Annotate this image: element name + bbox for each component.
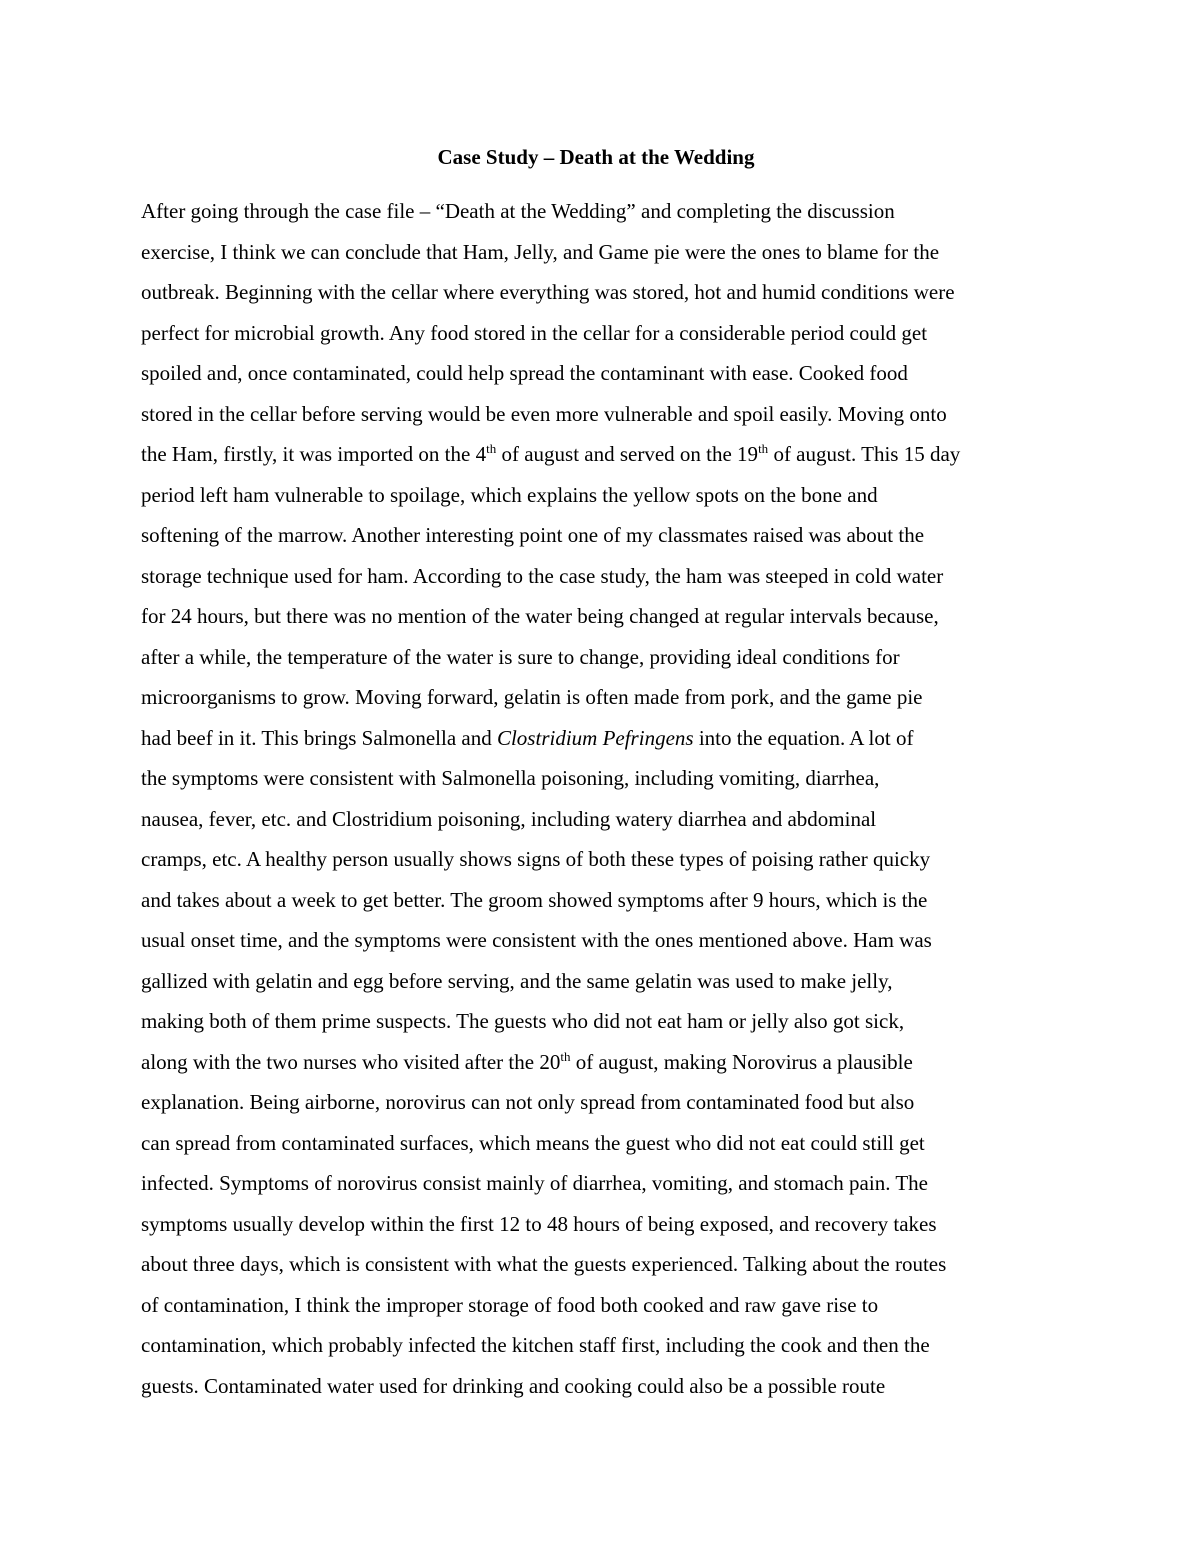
body-text: exercise, I think we can conclude that Ham, Jelly, and Game pie were the ones to blame for the [141, 239, 940, 264]
body-line [141, 844, 1071, 885]
body-text: along with the two nurses who visited after the 20 [141, 1049, 561, 1074]
body-line [141, 642, 1071, 683]
body-line [141, 277, 1071, 318]
body-line [141, 1290, 1071, 1331]
body-line [141, 399, 1071, 440]
body-text: outbreak. Beginning with the cellar where everything was stored, hot and humid conditions were [141, 280, 955, 304]
body-text: of august and served on the 19 [496, 442, 759, 466]
body-line [141, 682, 1071, 723]
body-line [141, 966, 1071, 1007]
body-text: explanation. Being airborne, norovirus can not only spread from contaminated food but also [141, 1090, 915, 1114]
body-text: period left ham vulnerable to spoilage, which explains the yellow spots on the bone and [141, 482, 878, 507]
body-text: contamination, which probably infected the kitchen staff first, including the cook and then the [141, 1333, 930, 1357]
body-text: nausea, fever, etc. and Clostridium poisoning, including watery diarrhea and abdominal [141, 806, 877, 831]
body-text: the symptoms were consistent with Salmonella poisoning, including vomiting, diarrhea, [141, 766, 880, 790]
body-text: the Ham, firstly, it was imported on the 4 [141, 442, 487, 466]
body-text: microorganisms to grow. Moving forward, gelatin is often made from pork, and the game pie [141, 685, 923, 709]
body-text: infected. Symptoms of norovirus consist mainly of diarrhea, vomiting, and stomach pain. The [141, 1171, 928, 1195]
body-line [141, 1168, 1071, 1209]
body-line [141, 237, 1071, 278]
body-line [141, 1371, 1071, 1412]
body-text: softening of the marrow. Another interesting point one of my classmates raised was about the [141, 523, 925, 547]
body-text: storage technique used for ham. According to the case study, the ham was steeped in cold water [141, 563, 944, 588]
document-body [141, 196, 1071, 1411]
body-text: of august, making Norovirus a plausible [570, 1049, 913, 1074]
body-text: making both of them prime suspects. The guests who did not eat ham or jelly also got sick, [141, 1009, 905, 1033]
body-line [141, 804, 1071, 845]
body-text: for 24 hours, but there was no mention of the water being changed at regular intervals because, [141, 604, 939, 628]
document-title: Case Study – Death at the Wedding [437, 145, 755, 169]
body-text: cramps, etc. A healthy person usually shows signs of both these types of poising rather quicky [141, 847, 931, 871]
body-line [141, 561, 1071, 602]
body-text: usual onset time, and the symptoms were consistent with the ones mentioned above. Ham was [141, 928, 932, 952]
body-text: gallized with gelatin and egg before serving, and the same gelatin was used to make jelly, [141, 968, 893, 993]
body-text: about three days, which is consistent with what the guests experienced. Talking about the routes [141, 1252, 947, 1276]
body-text: after a while, the temperature of the water is sure to change, providing ideal conditions for [141, 644, 900, 669]
body-line [141, 885, 1071, 926]
body-line [141, 1249, 1071, 1290]
body-text: of contamination, I think the improper storage of food both cooked and raw gave rise to [141, 1292, 879, 1317]
body-line [141, 1047, 1071, 1088]
body-text: and takes about a week to get better. The groom showed symptoms after 9 hours, which is the [141, 887, 928, 912]
body-text: had beef in it. This brings Salmonella and [141, 725, 497, 750]
body-line [141, 1006, 1071, 1047]
body-line [141, 1330, 1071, 1371]
body-line [141, 1087, 1071, 1128]
body-text: into the equation. A lot of [693, 725, 914, 750]
body-text: After going through the case file – “Death at the Wedding” and completing the discussion [141, 199, 895, 223]
body-text: perfect for microbial growth. Any food stored in the cellar for a considerable period could get [141, 320, 928, 345]
body-text: symptoms usually develop within the first 12 to 48 hours of being exposed, and recovery takes [141, 1211, 937, 1236]
ordinal-superscript: th [758, 441, 769, 456]
body-line [141, 763, 1071, 804]
body-line [141, 358, 1071, 399]
body-line [141, 318, 1071, 359]
body-line [141, 480, 1071, 521]
body-line [141, 1128, 1071, 1169]
ordinal-superscript: th [560, 1048, 571, 1064]
body-text: spoiled and, once contaminated, could help spread the contaminant with ease. Cooked food [141, 361, 908, 385]
body-text: can spread from contaminated surfaces, which means the guest who did not eat could still get [141, 1130, 925, 1155]
body-line [141, 723, 1071, 764]
body-line [141, 439, 1071, 480]
body-line [141, 601, 1071, 642]
body-text: stored in the cellar before serving would be even more vulnerable and spoil easily. Moving onto [141, 401, 947, 426]
body-text: guests. Contaminated water used for drinking and cooking could also be a possible route [141, 1373, 886, 1398]
ordinal-superscript: th [486, 441, 497, 456]
body-text: of august. This 15 day [768, 442, 961, 466]
body-line [141, 196, 1071, 237]
body-line [141, 925, 1071, 966]
italic-term: Clostridium Pefringens [496, 725, 694, 750]
body-line [141, 520, 1071, 561]
body-line [141, 1209, 1071, 1250]
